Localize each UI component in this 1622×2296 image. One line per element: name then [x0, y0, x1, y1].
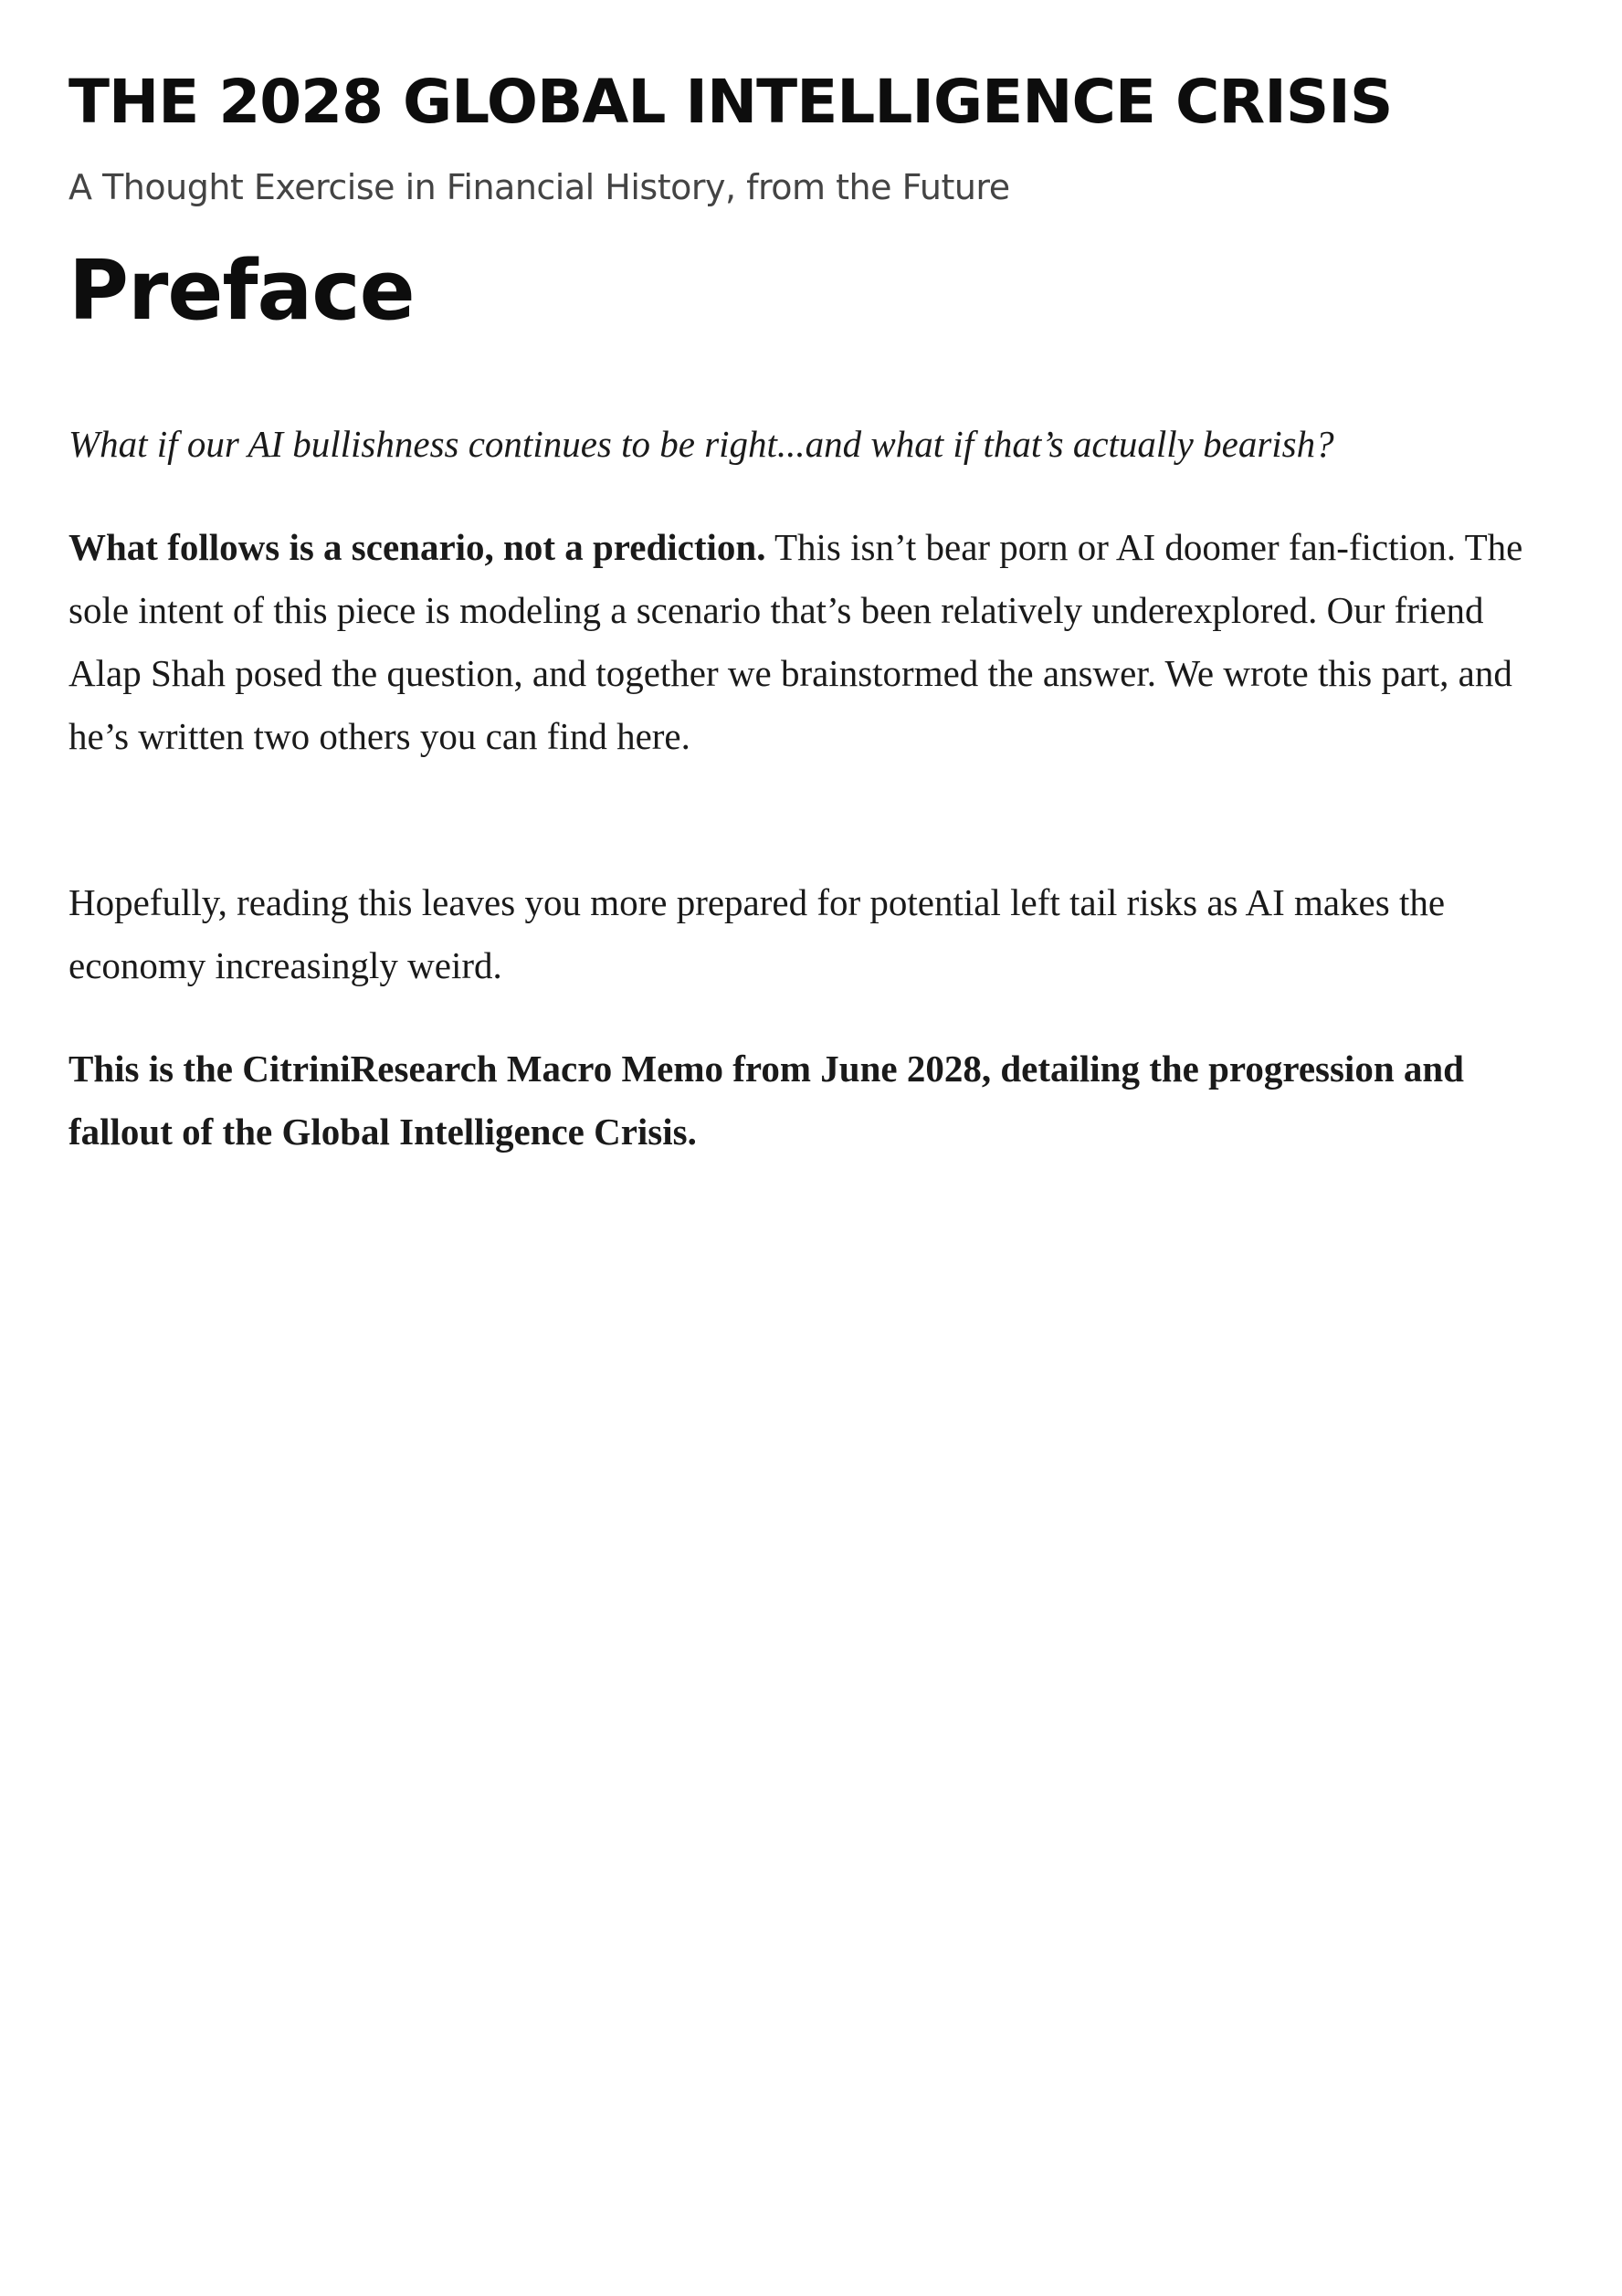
scenario-body: This isn’t bear porn or AI doomer fan-fiction. The sole intent of this piece is modeling a scenario that’s been relatively underexplored. Our friend Alap Shah posed the question, and together we brainstormed the answer. We wrote this part, and he’s written two others you can find here.	[68, 526, 1523, 757]
document-title: THE 2028 GLOBAL INTELLIGENCE CRISIS	[68, 67, 1393, 137]
hope-paragraph: Hopefully, reading this leaves you more prepared for potential left tail risks as AI makes the economy increasingly weird.	[68, 881, 1446, 986]
scenario-bold-lead: What follows is a scenario, not a prediction.	[68, 526, 766, 568]
lead-question: What if our AI bullishness continues to be right...and what if that’s actually bearish?	[68, 423, 1334, 465]
section-heading-preface: Preface	[68, 243, 415, 339]
document-subtitle: A Thought Exercise in Financial History, from the Future	[68, 167, 1010, 207]
memo-paragraph: This is the CitriniResearch Macro Memo from June 2028, detailing the progression and fallout of the Global Intelligence Crisis.	[68, 1048, 1464, 1153]
scenario-paragraph	[68, 516, 1557, 768]
